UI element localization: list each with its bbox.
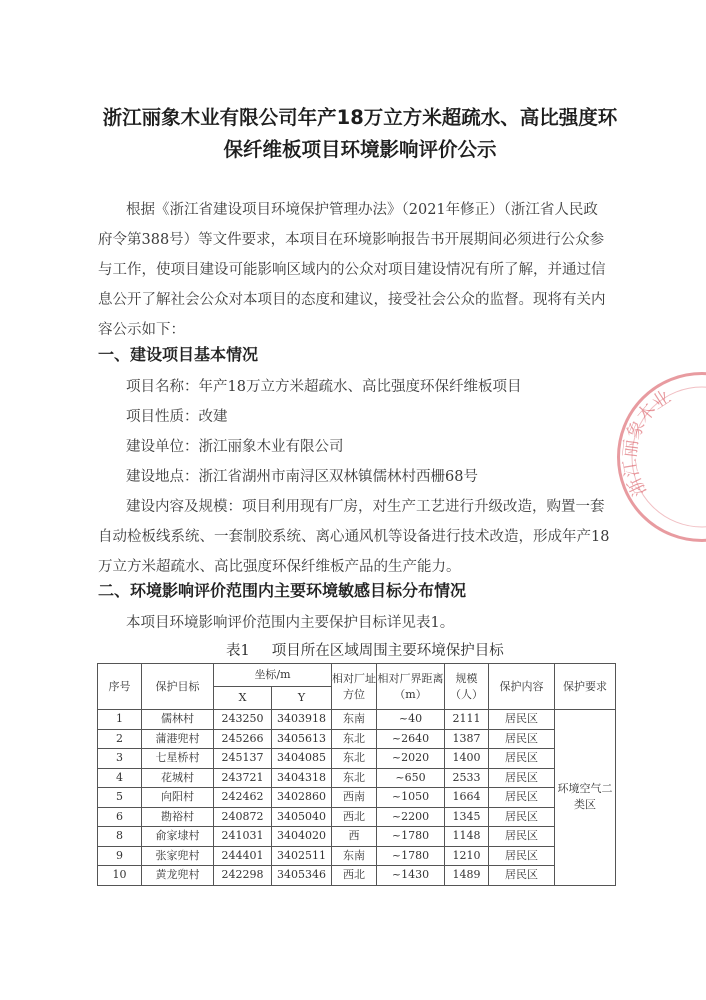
cell-x: 243721	[214, 768, 272, 788]
cell-distance: ~2200	[377, 807, 445, 827]
cell-y: 3405346	[272, 866, 332, 886]
cell-distance: ~2640	[377, 729, 445, 749]
table-row	[98, 807, 616, 827]
cell-distance: ~1780	[377, 827, 445, 847]
intro-line: 根据《浙江省建设项目环境保护管理办法》（2021年修正）（浙江省人民政	[126, 202, 598, 218]
construction-content	[98, 492, 630, 582]
cell-direction: 西	[332, 827, 377, 847]
cell-target: 黄龙兜村	[142, 866, 214, 886]
content-line: 自动检板线系统、一套制胶系统、离心通风机等设备进行技术改造，形成年产18	[98, 529, 610, 545]
cell-x: 245137	[214, 749, 272, 769]
header-no: 序号	[98, 664, 142, 710]
cell-scale: 1664	[445, 788, 489, 808]
cell-direction: 东南	[332, 710, 377, 730]
cell-target: 勘裕村	[142, 807, 214, 827]
cell-target: 儒林村	[142, 710, 214, 730]
cell-scale: 1387	[445, 729, 489, 749]
intro-line: 息公开了解社会公众对本项目的态度和建议，接受社会公众的监督。现将有关内	[98, 292, 606, 308]
cell-target: 蒲港兜村	[142, 729, 214, 749]
table-body	[98, 710, 616, 886]
cell-target: 七星桥村	[142, 749, 214, 769]
header-protection-content: 保护内容	[489, 664, 555, 710]
header-y: Y	[272, 687, 332, 710]
table-row	[98, 827, 616, 847]
section2-heading: 二、环境影响评价范围内主要环境敏感目标分布情况	[98, 581, 467, 600]
cell-content: 居民区	[489, 866, 555, 886]
cell-no: 3	[98, 749, 142, 769]
intro-paragraph	[98, 195, 630, 345]
cell-target: 俞家埭村	[142, 827, 214, 847]
cell-y: 3402511	[272, 846, 332, 866]
cell-no: 1	[98, 710, 142, 730]
header-distance: 相对厂界距离（m）	[377, 664, 445, 710]
company-seal	[617, 372, 706, 542]
cell-no: 9	[98, 846, 142, 866]
cell-no: 10	[98, 866, 142, 886]
cell-x: 240872	[214, 807, 272, 827]
cell-target: 向阳村	[142, 788, 214, 808]
document-title	[80, 102, 640, 166]
intro-line: 府令第388号）等文件要求，本项目在环境影响报告书开展期间必须进行公众参	[98, 232, 605, 248]
cell-no: 8	[98, 827, 142, 847]
cell-content: 居民区	[489, 827, 555, 847]
cell-direction: 东北	[332, 768, 377, 788]
cell-y: 3405040	[272, 807, 332, 827]
content-line: 建设内容及规模：项目利用现有厂房，对生产工艺进行升级改造，购置一套	[126, 499, 605, 515]
cell-x: 242298	[214, 866, 272, 886]
cell-no: 5	[98, 788, 142, 808]
header-direction: 相对厂址方位	[332, 664, 377, 710]
content-line: 万立方米超疏水、高比强度环保纤维板产品的生产能力。	[98, 559, 461, 575]
header-scale: 规模（人）	[445, 664, 489, 710]
cell-x: 241031	[214, 827, 272, 847]
table-row	[98, 846, 616, 866]
title-line-2: 保纤维板项目环境影响评价公示	[223, 138, 497, 161]
construction-site: 建设地点：浙江省湖州市南浔区双林镇儒林村西栅68号	[126, 469, 478, 485]
cell-content: 居民区	[489, 807, 555, 827]
cell-target: 张家兜村	[142, 846, 214, 866]
cell-y: 3404318	[272, 768, 332, 788]
cell-no: 4	[98, 768, 142, 788]
cell-direction: 东北	[332, 749, 377, 769]
cell-y: 3405613	[272, 729, 332, 749]
cell-no: 2	[98, 729, 142, 749]
seal-graphic	[617, 372, 706, 542]
protection-targets-table	[97, 663, 616, 886]
cell-x: 244401	[214, 846, 272, 866]
cell-direction: 西北	[332, 807, 377, 827]
intro-line: 与工作，使项目建设可能影响区域内的公众对项目建设情况有所了解，并通过信	[98, 262, 606, 278]
cell-x: 243250	[214, 710, 272, 730]
cell-distance: ~1050	[377, 788, 445, 808]
cell-direction: 东南	[332, 846, 377, 866]
cell-distance: ~650	[377, 768, 445, 788]
cell-distance: ~1780	[377, 846, 445, 866]
cell-direction: 西南	[332, 788, 377, 808]
cell-scale: 2533	[445, 768, 489, 788]
cell-scale: 1210	[445, 846, 489, 866]
cell-content: 居民区	[489, 768, 555, 788]
project-name: 项目名称：年产18万立方米超疏水、高比强度环保纤维板项目	[126, 379, 522, 395]
cell-x: 245266	[214, 729, 272, 749]
cell-scale: 1489	[445, 866, 489, 886]
cell-target: 花城村	[142, 768, 214, 788]
cell-scale: 1345	[445, 807, 489, 827]
cell-x: 242462	[214, 788, 272, 808]
cell-y: 3404020	[272, 827, 332, 847]
cell-scale: 1400	[445, 749, 489, 769]
cell-requirement: 环境空气二类区	[555, 710, 616, 886]
seal-text: 浙江丽象木业	[619, 386, 675, 500]
table-caption-number: 表1	[226, 643, 250, 659]
cell-y: 3404085	[272, 749, 332, 769]
cell-content: 居民区	[489, 846, 555, 866]
table-row	[98, 749, 616, 769]
table-caption	[226, 638, 504, 664]
construction-unit: 建设单位：浙江丽象木业有限公司	[126, 439, 344, 455]
table-row	[98, 729, 616, 749]
table-row	[98, 788, 616, 808]
project-nature: 项目性质：改建	[126, 409, 228, 425]
section1-heading: 一、建设项目基本情况	[98, 345, 259, 364]
cell-content: 居民区	[489, 710, 555, 730]
intro-line: 容公示如下：	[98, 322, 185, 338]
cell-direction: 西北	[332, 866, 377, 886]
header-coord: 坐标/m	[214, 664, 332, 687]
cell-scale: 1148	[445, 827, 489, 847]
section2-intro: 本项目环境影响评价范围内主要保护目标详见表1。	[126, 615, 455, 631]
table-caption-text: 项目所在区域周围主要环境保护目标	[271, 643, 504, 659]
cell-scale: 2111	[445, 710, 489, 730]
table-row	[98, 710, 616, 730]
table-row	[98, 768, 616, 788]
cell-distance: ~40	[377, 710, 445, 730]
title-line-1: 浙江丽象木业有限公司年产18万立方米超疏水、高比强度环	[102, 106, 618, 129]
header-requirement: 保护要求	[555, 664, 616, 710]
cell-direction: 东北	[332, 729, 377, 749]
cell-content: 居民区	[489, 729, 555, 749]
cell-no: 6	[98, 807, 142, 827]
cell-distance: ~1430	[377, 866, 445, 886]
header-target: 保护目标	[142, 664, 214, 710]
table-row	[98, 866, 616, 886]
cell-distance: ~2020	[377, 749, 445, 769]
cell-content: 居民区	[489, 788, 555, 808]
header-x: X	[214, 687, 272, 710]
cell-y: 3402860	[272, 788, 332, 808]
cell-y: 3403918	[272, 710, 332, 730]
cell-content: 居民区	[489, 749, 555, 769]
